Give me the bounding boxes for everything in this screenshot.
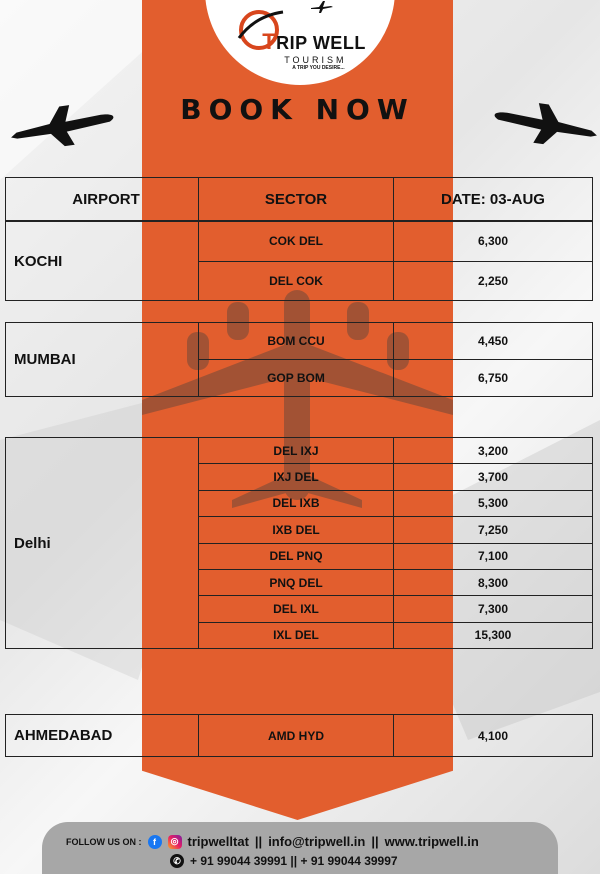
group-ahmedabad	[5, 714, 593, 757]
footer-phone-line	[170, 854, 398, 868]
header-airport: AIRPORT	[6, 178, 199, 221]
header-date: DATE: 03-AUG	[394, 178, 593, 221]
airplane-icon	[10, 102, 118, 150]
group-mumbai	[5, 322, 593, 397]
price-cell: 15,300	[394, 622, 593, 648]
airplane-icon	[490, 100, 598, 148]
sector-cell: DEL COK	[199, 261, 394, 301]
sector-cell: DEL IXL	[199, 596, 394, 622]
price-cell: 7,250	[394, 517, 593, 543]
website-link[interactable]: www.tripwell.in	[384, 834, 479, 849]
price-cell: 7,100	[394, 543, 593, 569]
follow-label: FOLLOW US ON :	[66, 836, 142, 847]
sector-cell: GOP BOM	[199, 360, 394, 397]
header-sector: SECTOR	[199, 178, 394, 221]
email-link[interactable]: info@tripwell.in	[268, 834, 366, 849]
social-handle[interactable]: tripwelltat	[187, 834, 249, 849]
sector-cell: DEL PNQ	[199, 543, 394, 569]
footer	[42, 822, 558, 874]
price-cell: 6,300	[394, 222, 593, 262]
table-header	[5, 177, 593, 221]
sector-cell: DEL IXJ	[199, 438, 394, 464]
separator: ||	[254, 834, 263, 849]
sector-cell: DEL IXB	[199, 490, 394, 516]
sector-cell: COK DEL	[199, 222, 394, 262]
separator: ||	[371, 834, 379, 849]
instagram-icon[interactable]: ◎	[168, 835, 182, 849]
group-delhi	[5, 437, 593, 649]
airport-name: MUMBAI	[6, 323, 199, 397]
airport-name: Delhi	[6, 438, 199, 649]
price-cell: 8,300	[394, 569, 593, 595]
brand-sub: TOURISM	[284, 55, 347, 65]
airport-name: KOCHI	[6, 222, 199, 301]
brand-name: TRIP WELL	[262, 29, 366, 54]
price-cell: 2,250	[394, 261, 593, 301]
price-cell: 5,300	[394, 490, 593, 516]
facebook-icon[interactable]: f	[148, 835, 162, 849]
price-cell: 4,450	[394, 323, 593, 360]
logo-plane-icon	[311, 0, 333, 14]
price-cell: 3,700	[394, 464, 593, 490]
price-cell: 6,750	[394, 360, 593, 397]
airport-name: AHMEDABAD	[6, 715, 199, 757]
sector-cell: PNQ DEL	[199, 569, 394, 595]
sector-cell: IXJ DEL	[199, 464, 394, 490]
price-cell: 3,200	[394, 438, 593, 464]
price-cell: 4,100	[394, 715, 593, 757]
group-kochi	[5, 221, 593, 301]
sector-cell: IXB DEL	[199, 517, 394, 543]
sector-cell: BOM CCU	[199, 323, 394, 360]
phone-icon: ✆	[170, 854, 184, 868]
sector-cell: AMD HYD	[199, 715, 394, 757]
page-title: BOOK NOW	[180, 93, 415, 126]
footer-social-line	[66, 834, 479, 849]
price-cell: 7,300	[394, 596, 593, 622]
sector-cell: IXL DEL	[199, 622, 394, 648]
phone-numbers[interactable]: + 91 99044 39991 || + 91 99044 39997	[190, 854, 398, 868]
brand-tagline: A TRIP YOU DESIRE...	[292, 65, 345, 71]
